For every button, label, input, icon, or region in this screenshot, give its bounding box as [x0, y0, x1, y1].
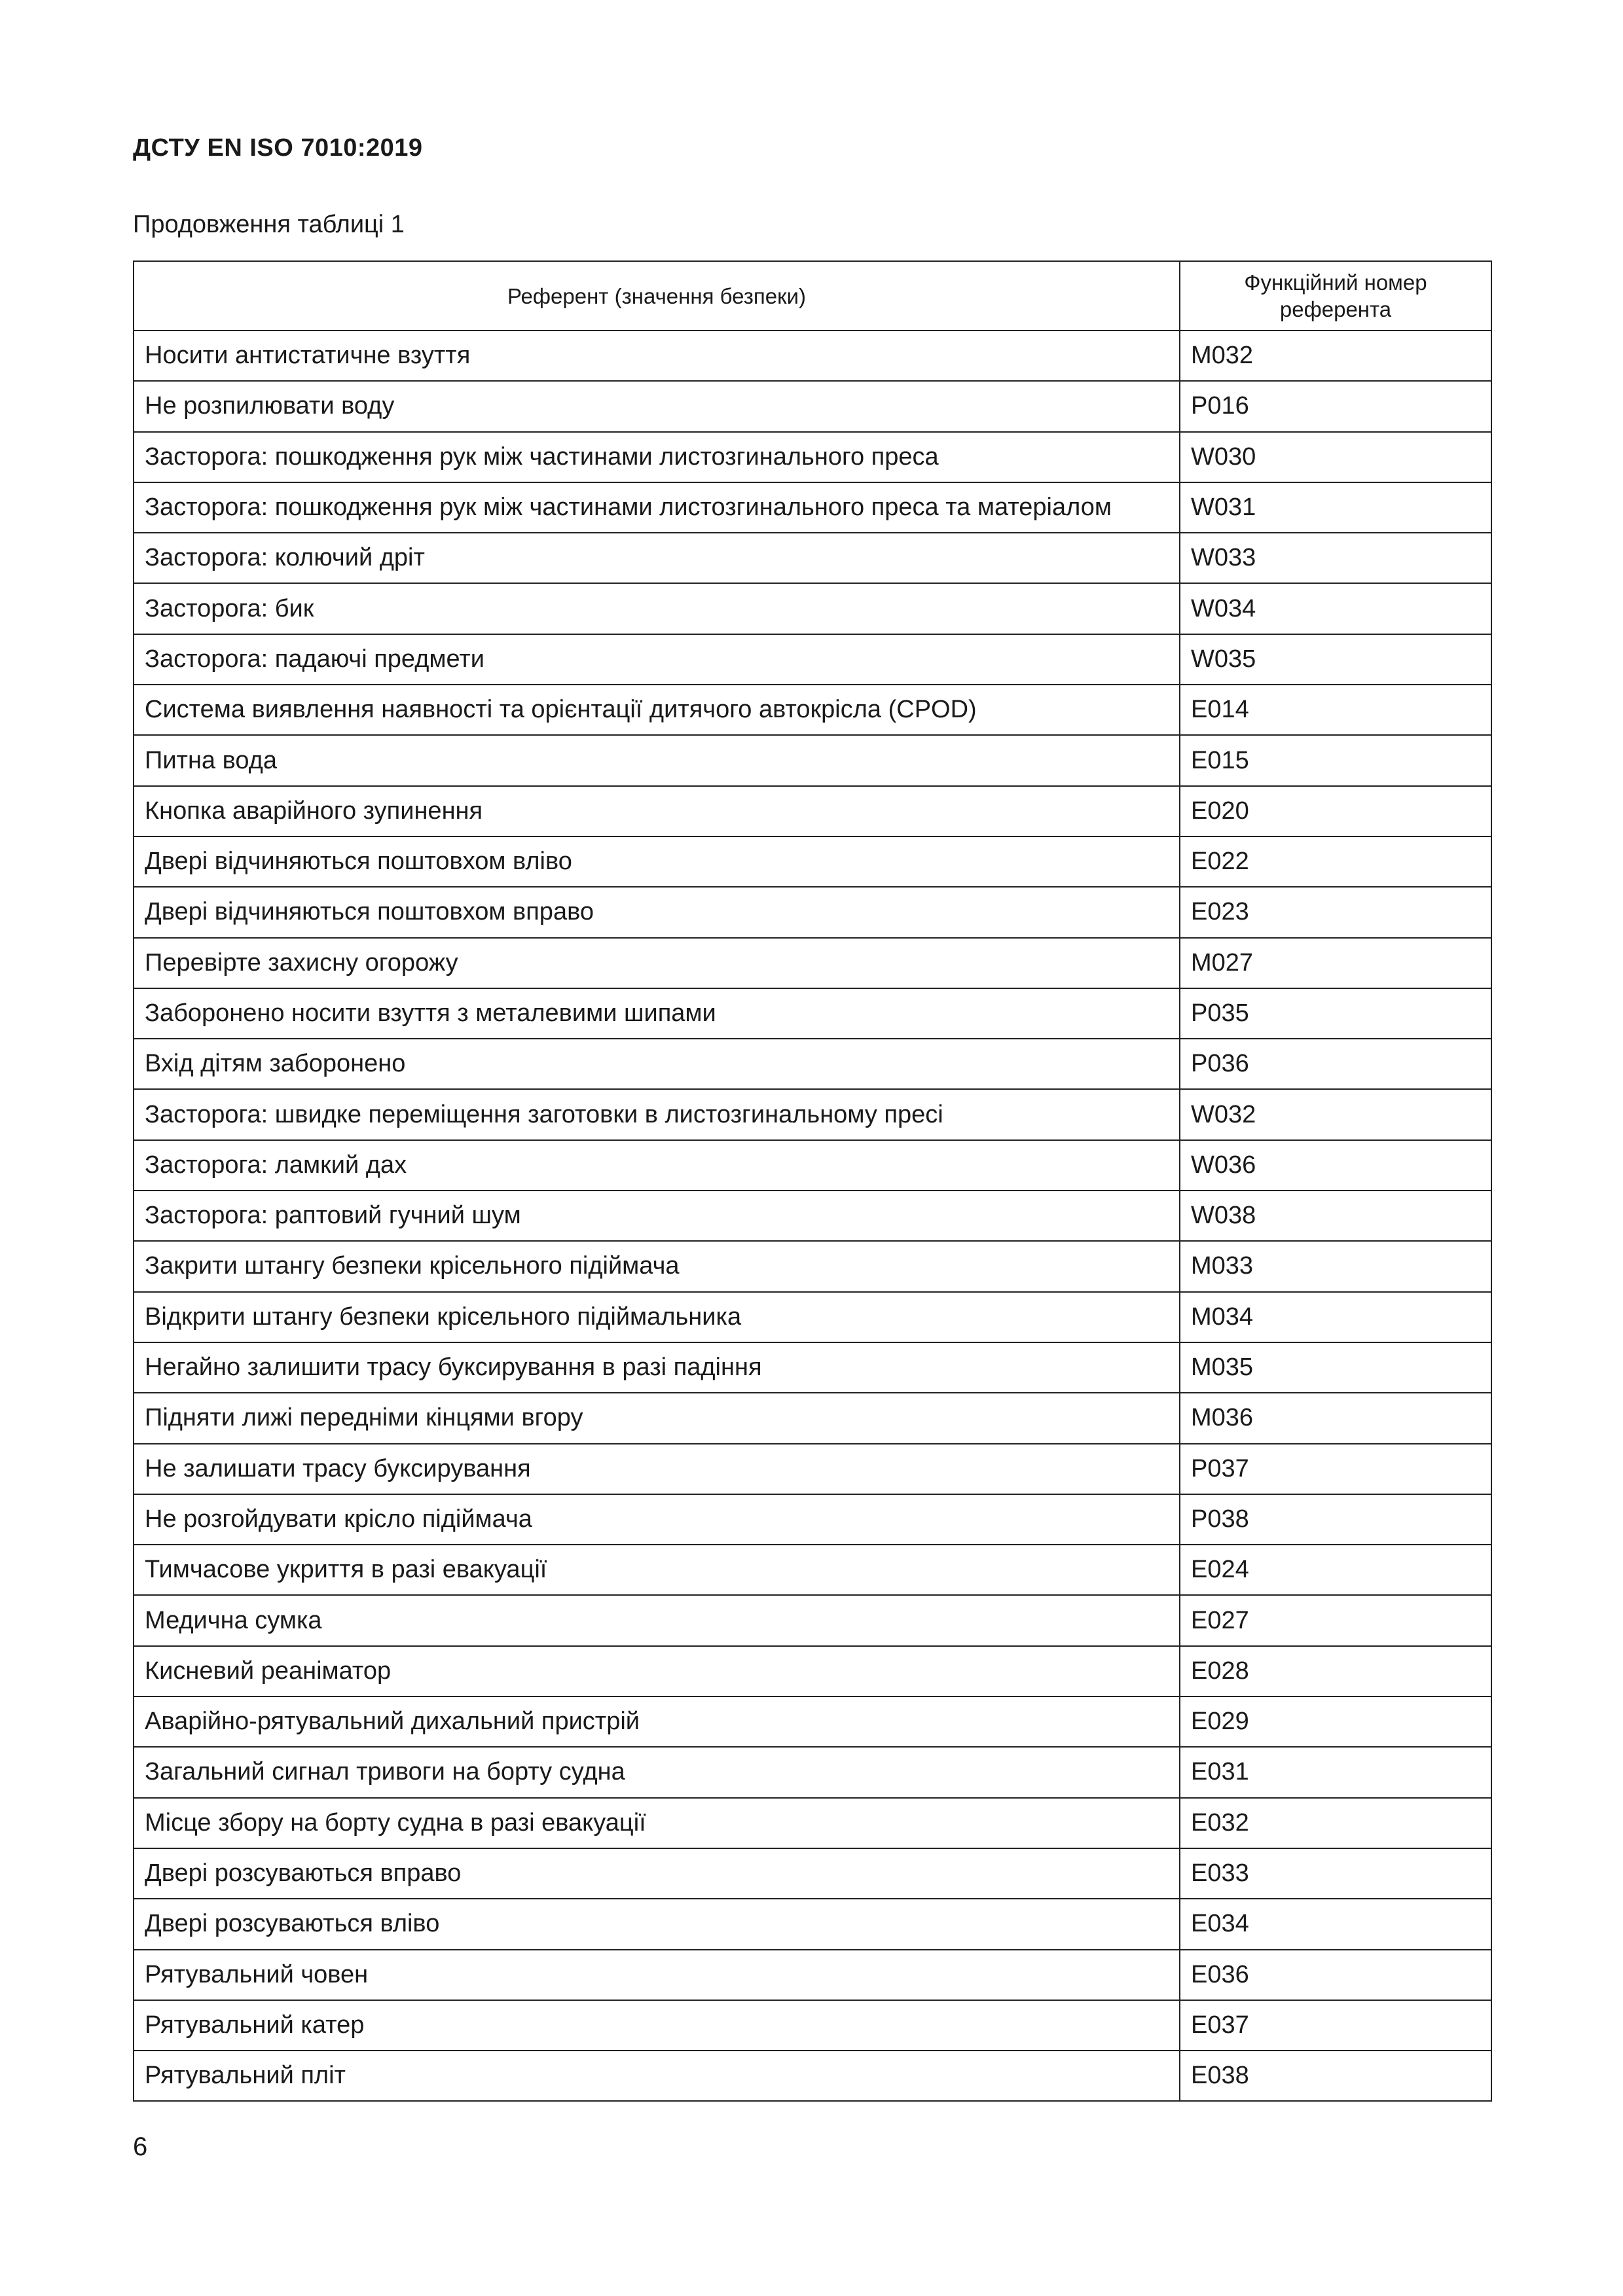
function-number-cell: E036: [1180, 1950, 1491, 2000]
function-number-cell: W035: [1180, 634, 1491, 685]
function-number-cell: E015: [1180, 735, 1491, 785]
table-row: [134, 1089, 1491, 1139]
function-number-cell: E038: [1180, 2051, 1491, 2101]
function-number-cell: W036: [1180, 1140, 1491, 1191]
referent-cell: Двері розсуваються вліво: [134, 1899, 1180, 1949]
referent-cell: Медична сумка: [134, 1595, 1180, 1645]
referent-cell: Підняти лижі передніми кінцями вгору: [134, 1393, 1180, 1443]
referent-cell: Загальний сигнал тривоги на борту судна: [134, 1747, 1180, 1797]
function-number-cell: P037: [1180, 1444, 1491, 1494]
table-row: [134, 381, 1491, 431]
referent-cell: Засторога: пошкодження рук між частинами листозгинального преса та матеріалом: [134, 482, 1180, 533]
function-number-cell: W031: [1180, 482, 1491, 533]
referent-cell: Аварійно-рятувальний дихальний пристрій: [134, 1696, 1180, 1747]
referent-cell: Засторога: ламкий дах: [134, 1140, 1180, 1191]
function-number-cell: E034: [1180, 1899, 1491, 1949]
referent-cell: Відкрити штангу безпеки крісельного підіймальника: [134, 1292, 1180, 1342]
table-row: [134, 1899, 1491, 1949]
table-row: [134, 887, 1491, 937]
function-number-cell: E032: [1180, 1798, 1491, 1848]
function-number-cell: P016: [1180, 381, 1491, 431]
referent-cell: Засторога: бик: [134, 583, 1180, 634]
referent-cell: Система виявлення наявності та орієнтації дитячого автокрісла (CPOD): [134, 685, 1180, 735]
referent-cell: Кисневий реаніматор: [134, 1646, 1180, 1696]
table-row: [134, 583, 1491, 634]
referent-cell: Засторога: падаючі предмети: [134, 634, 1180, 685]
referent-cell: Питна вода: [134, 735, 1180, 785]
referent-cell: Тимчасове укриття в разі евакуації: [134, 1545, 1180, 1595]
table-row: [134, 482, 1491, 533]
referent-table: [133, 260, 1492, 2102]
table-row: [134, 988, 1491, 1039]
function-number-cell: W030: [1180, 432, 1491, 482]
function-number-cell: E014: [1180, 685, 1491, 735]
table-row: [134, 331, 1491, 381]
table-row: [134, 786, 1491, 836]
referent-cell: Рятувальний пліт: [134, 2051, 1180, 2101]
table-continuation-caption: Продовження таблиці 1: [133, 211, 405, 238]
table-row: [134, 1039, 1491, 1089]
table-row: [134, 1494, 1491, 1545]
referent-cell: Перевірте захисну огорожу: [134, 938, 1180, 988]
function-number-cell: M027: [1180, 938, 1491, 988]
function-number-cell: P035: [1180, 988, 1491, 1039]
function-number-cell: E023: [1180, 887, 1491, 937]
table-row: [134, 533, 1491, 583]
column-header-number: Функційний номер референта: [1180, 261, 1491, 331]
referent-cell: Носити антистатичне взуття: [134, 331, 1180, 381]
referent-cell: Засторога: раптовий гучний шум: [134, 1191, 1180, 1241]
referent-cell: Двері відчиняються поштовхом вправо: [134, 887, 1180, 937]
table-row: [134, 1444, 1491, 1494]
table-row: [134, 1848, 1491, 1899]
function-number-cell: M035: [1180, 1342, 1491, 1393]
document-header: ДСТУ EN ISO 7010:2019: [133, 134, 423, 162]
table-row: [134, 735, 1491, 785]
function-number-cell: W032: [1180, 1089, 1491, 1139]
function-number-cell: E020: [1180, 786, 1491, 836]
table-row: [134, 1545, 1491, 1595]
referent-cell: Закрити штангу безпеки крісельного підіймача: [134, 1241, 1180, 1291]
table-row: [134, 1747, 1491, 1797]
function-number-cell: E024: [1180, 1545, 1491, 1595]
table-row: [134, 1798, 1491, 1848]
function-number-cell: M033: [1180, 1241, 1491, 1291]
function-number-cell: W038: [1180, 1191, 1491, 1241]
table-row: [134, 1342, 1491, 1393]
referent-cell: Не розгойдувати крісло підіймача: [134, 1494, 1180, 1545]
referent-cell: Засторога: швидке переміщення заготовки в листозгинальному пресі: [134, 1089, 1180, 1139]
table-header-row: [134, 261, 1491, 331]
function-number-cell: M036: [1180, 1393, 1491, 1443]
referent-cell: Рятувальний катер: [134, 2000, 1180, 2051]
table-row: [134, 2000, 1491, 2051]
function-number-cell: E029: [1180, 1696, 1491, 1747]
function-number-cell: P036: [1180, 1039, 1491, 1089]
table-body: [134, 331, 1491, 2101]
function-number-cell: E022: [1180, 836, 1491, 887]
referent-cell: Негайно залишити трасу буксирування в разі падіння: [134, 1342, 1180, 1393]
function-number-cell: W034: [1180, 583, 1491, 634]
referent-cell: Двері відчиняються поштовхом вліво: [134, 836, 1180, 887]
table-row: [134, 1292, 1491, 1342]
column-header-referent: Референт (значення безпеки): [134, 261, 1180, 331]
table-row: [134, 1140, 1491, 1191]
function-number-cell: W033: [1180, 533, 1491, 583]
table-row: [134, 634, 1491, 685]
function-number-cell: E028: [1180, 1646, 1491, 1696]
referent-cell: Засторога: колючий дріт: [134, 533, 1180, 583]
referent-cell: Вхід дітям заборонено: [134, 1039, 1180, 1089]
table-row: [134, 1595, 1491, 1645]
table-row: [134, 938, 1491, 988]
function-number-cell: M032: [1180, 331, 1491, 381]
referent-cell: Двері розсуваються вправо: [134, 1848, 1180, 1899]
referent-cell: Заборонено носити взуття з металевими шипами: [134, 988, 1180, 1039]
page-number: 6: [133, 2132, 148, 2161]
referent-cell: Засторога: пошкодження рук між частинами листозгинального преса: [134, 432, 1180, 482]
referent-cell: Не залишати трасу буксирування: [134, 1444, 1180, 1494]
table-row: [134, 1191, 1491, 1241]
function-number-cell: P038: [1180, 1494, 1491, 1545]
referent-cell: Не розпилювати воду: [134, 381, 1180, 431]
function-number-cell: E031: [1180, 1747, 1491, 1797]
function-number-cell: M034: [1180, 1292, 1491, 1342]
referent-cell: Кнопка аварійного зупинення: [134, 786, 1180, 836]
table-row: [134, 1696, 1491, 1747]
function-number-cell: E037: [1180, 2000, 1491, 2051]
table-row: [134, 1950, 1491, 2000]
table-row: [134, 836, 1491, 887]
table-row: [134, 432, 1491, 482]
function-number-cell: E027: [1180, 1595, 1491, 1645]
function-number-cell: E033: [1180, 1848, 1491, 1899]
table-row: [134, 2051, 1491, 2101]
table-row: [134, 685, 1491, 735]
table-row: [134, 1241, 1491, 1291]
table-row: [134, 1646, 1491, 1696]
referent-cell: Місце збору на борту судна в разі евакуації: [134, 1798, 1180, 1848]
referent-cell: Рятувальний човен: [134, 1950, 1180, 2000]
table-row: [134, 1393, 1491, 1443]
